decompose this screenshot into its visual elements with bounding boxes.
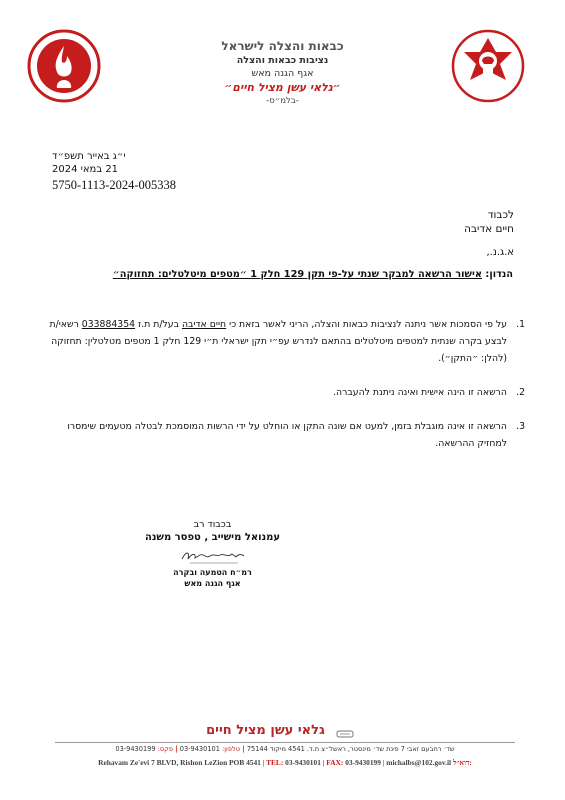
footer-hebrew-contact: שד׳ רחבעם זאבי 7 פינת שד׳ מינסטר, ראשל״צ ת.ד. 4541 מיקוד 75144 | טלפון: 03-9430101 | פקס: 03-9430199 <box>115 745 455 753</box>
item-number: 3. <box>516 421 525 432</box>
footer-fax-label-en: FAX: <box>326 758 344 767</box>
list-item <box>41 384 525 401</box>
subject-line <box>43 268 513 282</box>
slogan: ״גלאי עשן מציל חיים״ <box>224 81 341 94</box>
signer-name: עמנואל מישייב , טפסר משנה <box>144 532 281 543</box>
footer-fax-en: 03-9430199 <box>345 758 381 767</box>
fire-service-logo <box>450 28 526 104</box>
item-text-before: על פי הסמכות אשר ניתנה לנציבות כבאות והצלה, הריני לאשר בזאת כי <box>229 319 507 330</box>
footer-fax: 03-9430199 <box>115 745 156 753</box>
footer-email: michalbs@102.gov.il <box>386 758 452 767</box>
item-text-after: רשאי/ת לבצע בקרה שנתית למטפים מיטלטלים בהתאם לנדרש עפ״י תקן ישראלי ת״י 129 חלק 1 מטפים מטלטלין: תחזוקה (להלן: ״התקן״). <box>49 319 507 364</box>
footer-slogan-text: גלאי עשן מציל חיים <box>206 723 325 738</box>
footer-tel: 03-9430101 <box>285 758 321 767</box>
item-text: הרשאה זו הינה אישית ואינה ניתנת להעברה. <box>333 387 507 398</box>
footer-address-en: Rehavam Ze'evi 7 BLVD, Rishon LeZion POB 4541 <box>98 758 261 767</box>
signer-role: רמ״ח הטמעה ובקרה <box>173 568 252 577</box>
signature-block <box>130 518 295 589</box>
item-text-mid: בעל/ת ת.ז <box>138 319 179 330</box>
recipient-block <box>314 208 514 236</box>
footer-address-he: שד׳ רחבעם זאבי 7 פינת שד׳ מינסטר, ראשל״צ ת.ד. 4541 מיקוד 75144 <box>246 745 455 753</box>
handwritten-signature <box>130 545 295 567</box>
hebrew-date: י״ג באייר תשפ״ד <box>52 151 126 162</box>
signer-wing: אגף הגנה מאש <box>184 579 241 588</box>
footer-tel-label: TEL: <box>266 758 284 767</box>
closing: בכבוד רב <box>193 519 232 530</box>
dept-name: נציבות כבאות והצלה <box>236 55 329 66</box>
footer-slogan <box>180 720 380 740</box>
footer-english-contact: Rehavam Ze'evi 7 BLVD, Rishon LeZion POB 4541 | TEL: 03-9430101 | FAX: 03-9430199 | michalbs@102.gov.il דוא״ל: <box>98 758 472 767</box>
subject-text: אישור הרשאה למבקר שנתי על-פי תקן 129 חלק 1 ״מטפים מיטלטלים: תחזוקה״ <box>112 269 482 280</box>
smoke-detector-icon <box>336 725 354 737</box>
wing-name: אגף הגנה מאש <box>251 68 314 79</box>
org-name: כבאות והצלה לישראל <box>221 39 344 53</box>
footer-fax-label: פקס: <box>157 745 173 753</box>
classification: -בלמ״ס- <box>266 96 299 106</box>
signature-scribble-icon <box>130 545 295 567</box>
list-item <box>41 316 525 367</box>
item-number: 1. <box>516 319 525 330</box>
list-item <box>41 418 525 452</box>
reference-number: 5750-1113-2024-005338 <box>52 178 177 192</box>
holder-id: 033884354 <box>81 319 136 330</box>
items-list <box>41 316 525 469</box>
item-text: הרשאה זו אינה מוגבלת בזמן, למעט אם שונה התקן או הוחלט על ידי הרשות המוסמכת לבטלה מטעמים שימסרו למחזיק ההרשאה. <box>67 421 507 449</box>
holder-name: חיים אדיבה <box>181 319 227 330</box>
item-number: 2. <box>516 387 525 398</box>
recipient-salutation: לכבוד <box>487 209 514 221</box>
gregorian-date: 21 במאי 2024 <box>52 164 119 175</box>
greeting: א.ג.נ., <box>486 247 514 258</box>
subject-label: הנדון: <box>485 269 513 280</box>
recipient-name: חיים אדיבה <box>464 223 514 235</box>
footer-phone-label: טלפון: <box>222 745 240 753</box>
footer-phone: 03-9430101 <box>179 745 220 753</box>
footer-email-label: דוא״ל: <box>452 758 472 767</box>
date-block <box>52 150 252 193</box>
letterhead <box>170 38 395 107</box>
fire-protection-wing-logo <box>26 28 102 104</box>
footer-divider <box>55 742 515 743</box>
